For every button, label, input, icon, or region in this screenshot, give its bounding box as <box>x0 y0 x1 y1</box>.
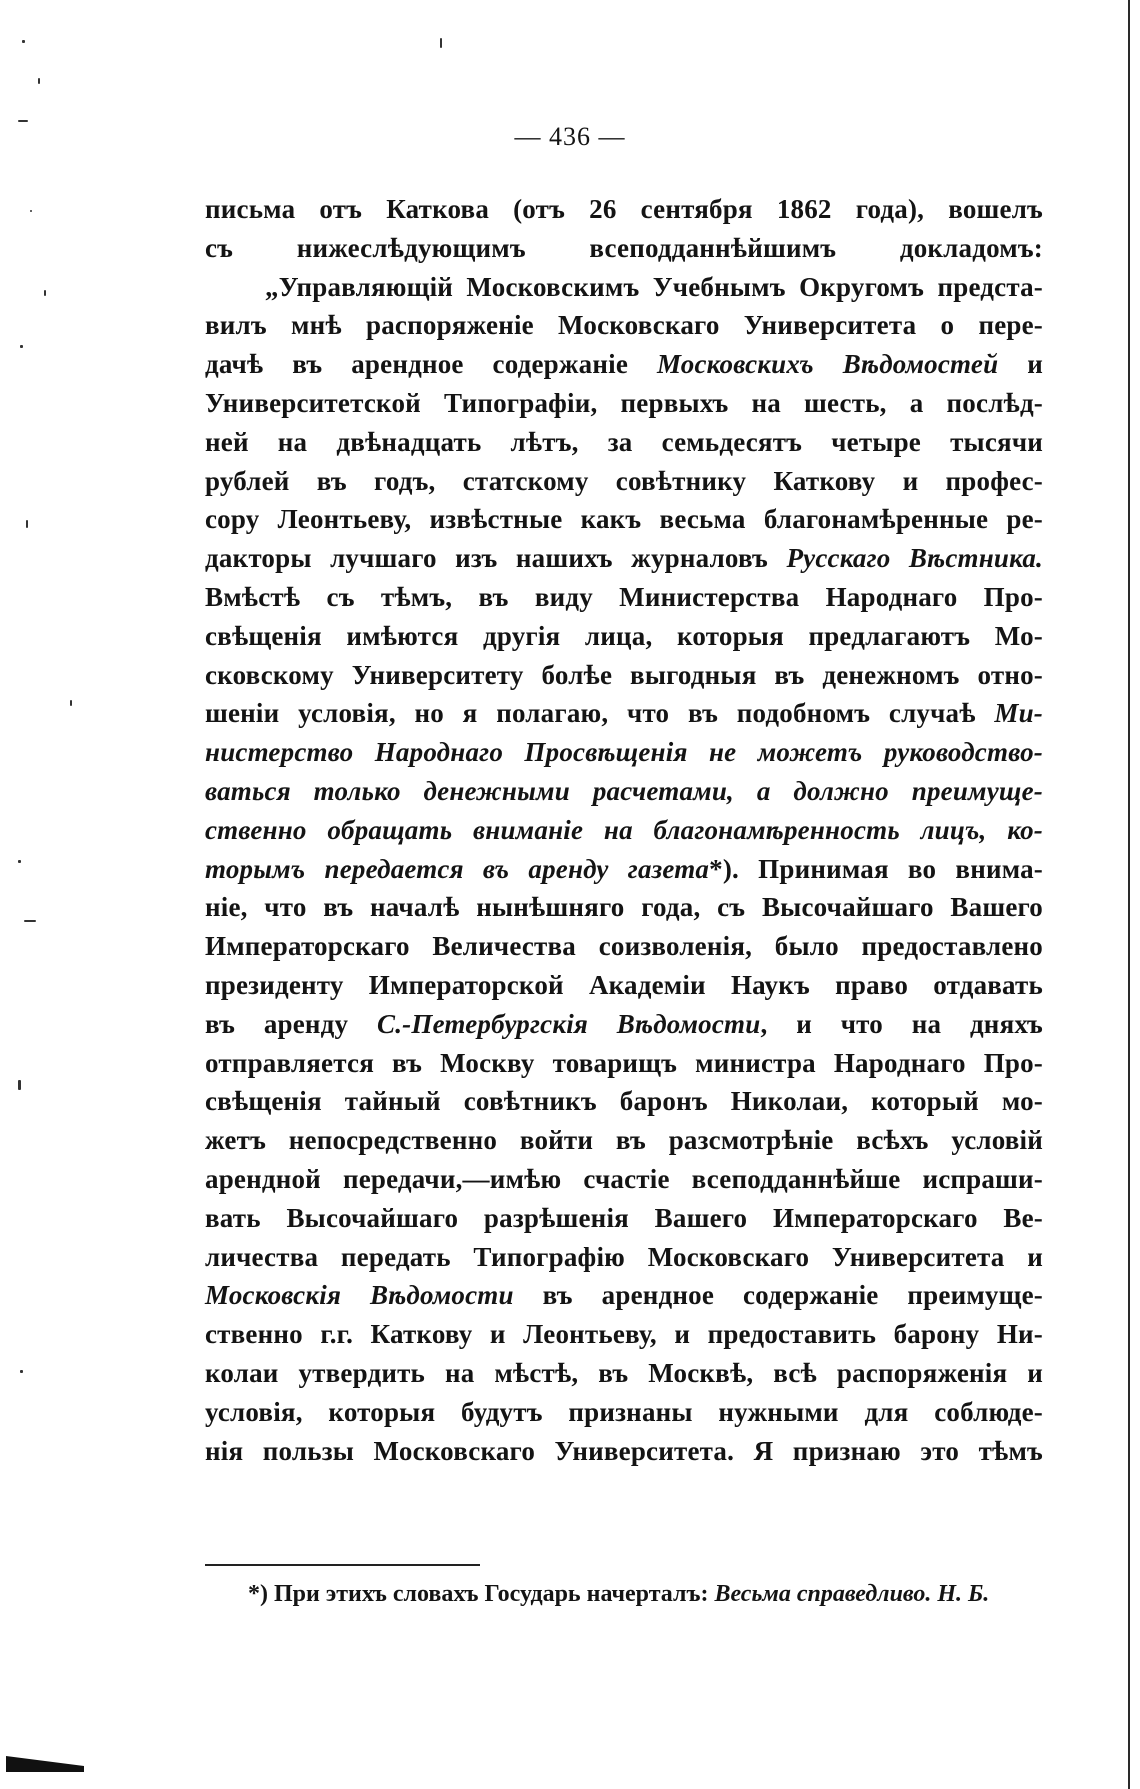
text-line <box>205 1432 1043 1471</box>
text-line <box>205 617 1043 656</box>
text-segment: жетъ непосредственно войти въ разсмотрѣніе всѣхъ условій <box>205 1125 1043 1156</box>
scan-speck <box>38 78 40 84</box>
scan-speck <box>20 345 23 348</box>
text-segment: личества передать Типографію Московскаго Университета и <box>205 1241 1043 1272</box>
text-segment: письма отъ Каткова (отъ 26 сентября 1862 года), вошелъ <box>205 194 1043 224</box>
footnote-italic-text: Весьма справедливо. Н. Б. <box>714 1581 990 1607</box>
scan-speck <box>440 38 442 48</box>
text-segment: „Управляющій Московскимъ Учебнымъ Округомъ предста- <box>265 271 1043 302</box>
scan-speck <box>20 1370 23 1373</box>
text-segment: , и что на дняхъ <box>760 1008 1043 1039</box>
text-line <box>205 268 1043 307</box>
text-line <box>205 423 1043 462</box>
text-segment: Вмѣстѣ съ тѣмъ, въ виду Министерства Народнаго Про- <box>205 581 1043 612</box>
scan-speck <box>24 920 36 922</box>
text-line <box>205 1393 1043 1432</box>
italic-text: торымъ передается въ аренду газета <box>205 853 710 884</box>
text-line <box>205 1354 1043 1393</box>
text-line <box>205 1199 1043 1238</box>
text-line <box>205 888 1043 927</box>
text-line <box>205 462 1043 501</box>
page-edge-line <box>1128 0 1130 1789</box>
italic-text: Ми- <box>994 698 1043 729</box>
text-segment: ней на двѣнадцать лѣтъ, за семьдесятъ четыре тысячи <box>205 426 1043 457</box>
text-line <box>205 1082 1043 1121</box>
scan-speck <box>18 1080 21 1090</box>
text-line <box>205 539 1043 578</box>
page-number: — 436 — <box>514 122 626 151</box>
footnote-text: *) При этихъ словахъ Государь начерталъ: <box>248 1581 715 1607</box>
text-line <box>205 850 1043 889</box>
text-line <box>205 811 1043 850</box>
text-segment: рублей въ годъ, статскому совѣтнику Каткову и профес- <box>205 465 1043 496</box>
text-line <box>205 229 1043 268</box>
text-line <box>205 345 1043 384</box>
text-segment: сору Леонтьеву, извѣстные какъ весьма благонамѣренные ре- <box>205 504 1043 535</box>
scan-speck <box>30 210 32 212</box>
text-segment: колаи утвердить на мѣстѣ, въ Москвѣ, всѣ распоряженія и <box>205 1357 1043 1388</box>
text-segment: Университетской Типографіи, первыхъ на шесть, а послѣд- <box>205 387 1043 418</box>
text-line <box>205 384 1043 423</box>
text-line <box>205 1238 1043 1277</box>
text-line <box>205 500 1043 539</box>
text-segment: свѣщенія тайный совѣтникъ баронъ Николаи, который мо- <box>205 1086 1043 1117</box>
text-line <box>205 694 1043 733</box>
scan-speck <box>44 290 46 296</box>
text-line <box>205 772 1043 811</box>
text-line <box>205 927 1043 966</box>
scan-speck <box>70 700 72 706</box>
text-segment: въ арендное содержаніе преимуще- <box>513 1280 1044 1311</box>
text-segment: нія пользы Московскаго Университета. Я признаю это тѣмъ <box>205 1435 1043 1466</box>
scan-speck <box>18 860 21 863</box>
text-line <box>205 578 1043 617</box>
italic-text: Московскихъ Вѣдомостей <box>656 349 999 380</box>
italic-text: Московскія Вѣдомости <box>205 1280 514 1311</box>
text-line <box>205 656 1043 695</box>
text-segment: отправляется въ Москву товарищъ министра Народнаго Про- <box>205 1047 1043 1078</box>
text-segment: въ аренду <box>205 1008 378 1039</box>
text-segment: ніе, что въ началѣ нынѣшняго года, съ Высочайшаго Вашего <box>205 892 1043 923</box>
text-segment: свѣщенія имѣются другія лица, которыя предлагаютъ Мо- <box>205 620 1043 651</box>
italic-text: Русскаго Вѣстника. <box>786 543 1043 574</box>
footnote <box>248 1576 1043 1612</box>
text-segment: сковскому Университету болѣе выгодныя въ денежномъ отно- <box>205 659 1043 690</box>
text-line <box>205 1044 1043 1083</box>
text-line <box>205 1005 1043 1044</box>
text-line <box>205 1121 1043 1160</box>
text-segment: президенту Императорской Академіи Наукъ право отдавать <box>205 969 1043 1000</box>
italic-text: ственно обращать вниманіе на благонамѣренность лицъ, ко- <box>205 814 1043 845</box>
text-line <box>205 306 1043 345</box>
text-segment: вать Высочайшаго разрѣшенія Вашего Императорскаго Ве- <box>205 1202 1043 1233</box>
body-text <box>205 190 1043 1470</box>
text-line <box>205 1276 1043 1315</box>
text-segment: дачѣ въ арендное содержаніе <box>205 349 657 380</box>
text-line <box>205 966 1043 1005</box>
text-segment: условія, которыя будутъ признаны нужными для соблюде- <box>205 1396 1043 1427</box>
text-segment: съ нижеслѣдующимъ всеподданнѣйшимъ докладомъ: <box>205 232 1043 263</box>
text-line <box>205 1160 1043 1199</box>
italic-text: ваться только денежными расчетами, а должно преимуще- <box>205 775 1043 806</box>
scan-mark <box>6 1756 84 1772</box>
text-segment: вилъ мнѣ распоряженіе Московскаго Университета о пере- <box>205 310 1043 341</box>
italic-text: нистерство Народнаго Просвѣщенія не можетъ руководство- <box>205 737 1043 768</box>
text-line <box>205 733 1043 772</box>
italic-text: С.-Петербургскія Вѣдомости <box>377 1008 761 1039</box>
text-line <box>205 1315 1043 1354</box>
text-segment: ственно г.г. Каткову и Леонтьеву, и предоставить барону Ни- <box>205 1319 1043 1350</box>
scan-speck <box>26 520 28 528</box>
text-segment: Императорскаго Величества соизволенія, было предоставлено <box>205 931 1043 962</box>
text-segment: дакторы лучшаго изъ нашихъ журналовъ <box>205 543 787 574</box>
scan-speck <box>22 40 25 43</box>
text-segment: и <box>998 349 1043 380</box>
text-line <box>205 190 1043 229</box>
footnote-divider <box>205 1564 480 1566</box>
text-segment: арендной передачи,—имѣю счастіе всеподданнѣйше испраши- <box>205 1163 1043 1194</box>
text-segment: шеніи условія, но я полагаю, что въ подобномъ случаѣ <box>205 698 995 729</box>
text-segment: *). Принимая во внима- <box>709 853 1044 884</box>
